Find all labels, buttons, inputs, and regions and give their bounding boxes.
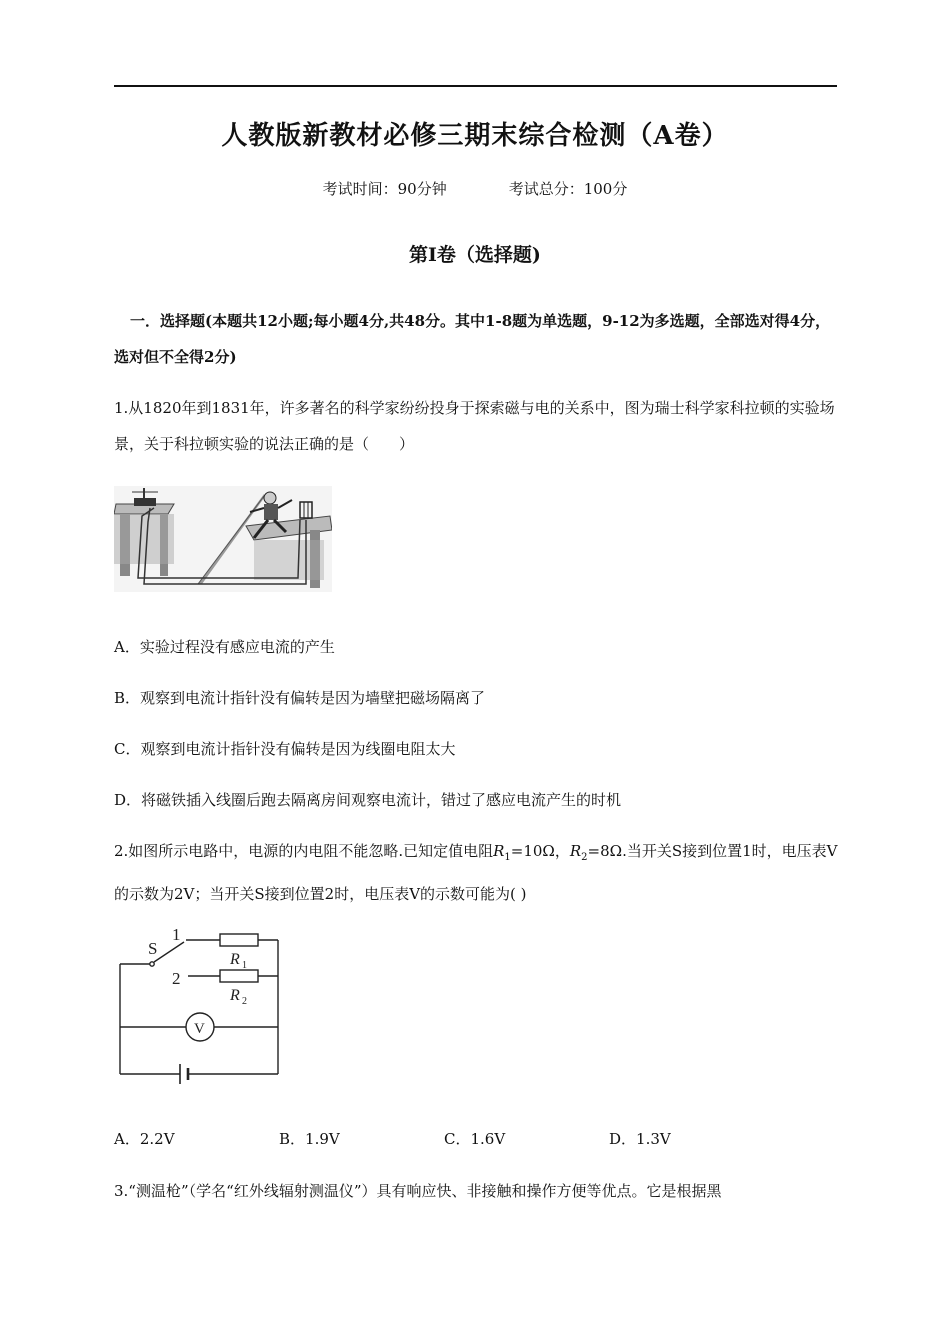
q2-circuit-diagram — [114, 920, 286, 1090]
q2-stem-part2: =8Ω.当开关S接到位置1时，电压表V的示数为2V；当开关S接到位置2时，电压表V的示数可能为( ) — [114, 842, 838, 903]
q2-option-d: D．1.3V — [609, 1130, 671, 1148]
voltmeter-label: V — [194, 1021, 205, 1037]
q1-option-d: D．将磁铁插入线圈后跑去隔离房间观察电流计，错过了感应电流产生的时机 — [114, 791, 622, 809]
q1-stem: 1.从1820年到1831年，许多著名的科学家纷纷投身于探索磁与电的关系中，图为瑞士科学家科拉顿的实验场景，关于科拉顿实验的说法正确的是（ ） — [114, 399, 835, 453]
q2-stem — [114, 833, 839, 912]
exam-meta — [0, 178, 950, 199]
r1-label: R — [230, 951, 240, 968]
q2-option-c: C．1.6V — [444, 1130, 506, 1148]
page-title: 人教版新教材必修三期末综合检测（A卷） — [221, 121, 729, 151]
switch-position-2: 2 — [172, 969, 181, 988]
total-score: 考试总分：100分 — [508, 180, 628, 198]
q1-option-c: C．观察到电流计指针没有偏转是因为线圈电阻太大 — [114, 740, 456, 758]
header-rule — [114, 85, 837, 87]
switch-position-1: 1 — [172, 925, 181, 944]
section-title: 第I卷（选择题) — [409, 244, 541, 266]
r1-subscript: 1 — [504, 852, 511, 863]
section-instructions: 一．选择题(本题共12小题;每小题4分,共48分。其中1-8题为单选题，9-12为多选题，全部选对得4分，选对但不全得2分) — [114, 312, 831, 366]
r1-value: =10Ω， — [510, 842, 570, 860]
switch-label: S — [148, 939, 158, 958]
q1-option-a: A．实验过程没有感应电流的产生 — [114, 638, 335, 656]
q1-figure-colladon-experiment — [114, 486, 332, 592]
r1-symbol: R — [493, 842, 505, 860]
r1-label-sub: 1 — [242, 960, 247, 971]
q2-option-b: B．1.9V — [279, 1130, 340, 1148]
q1-option-b: B．观察到电流计指针没有偏转是因为墙壁把磁场隔离了 — [114, 689, 486, 707]
q2-stem-part1: 2.如图所示电路中，电源的内电阻不能忽略.已知定值电阻 — [114, 842, 494, 860]
r2-label: R — [230, 987, 240, 1004]
r2-subscript: 2 — [581, 852, 588, 863]
r2-symbol: R — [569, 842, 582, 860]
q3-stem: 3.“测温枪”（学名“红外线辐射测温仪”）具有响应快、非接触和操作方便等优点。它是根据黑 — [114, 1182, 722, 1200]
exam-time: 考试时间：90分钟 — [322, 180, 447, 198]
r2-label-sub: 2 — [242, 996, 247, 1007]
q2-option-a: A．2.2V — [114, 1130, 175, 1148]
